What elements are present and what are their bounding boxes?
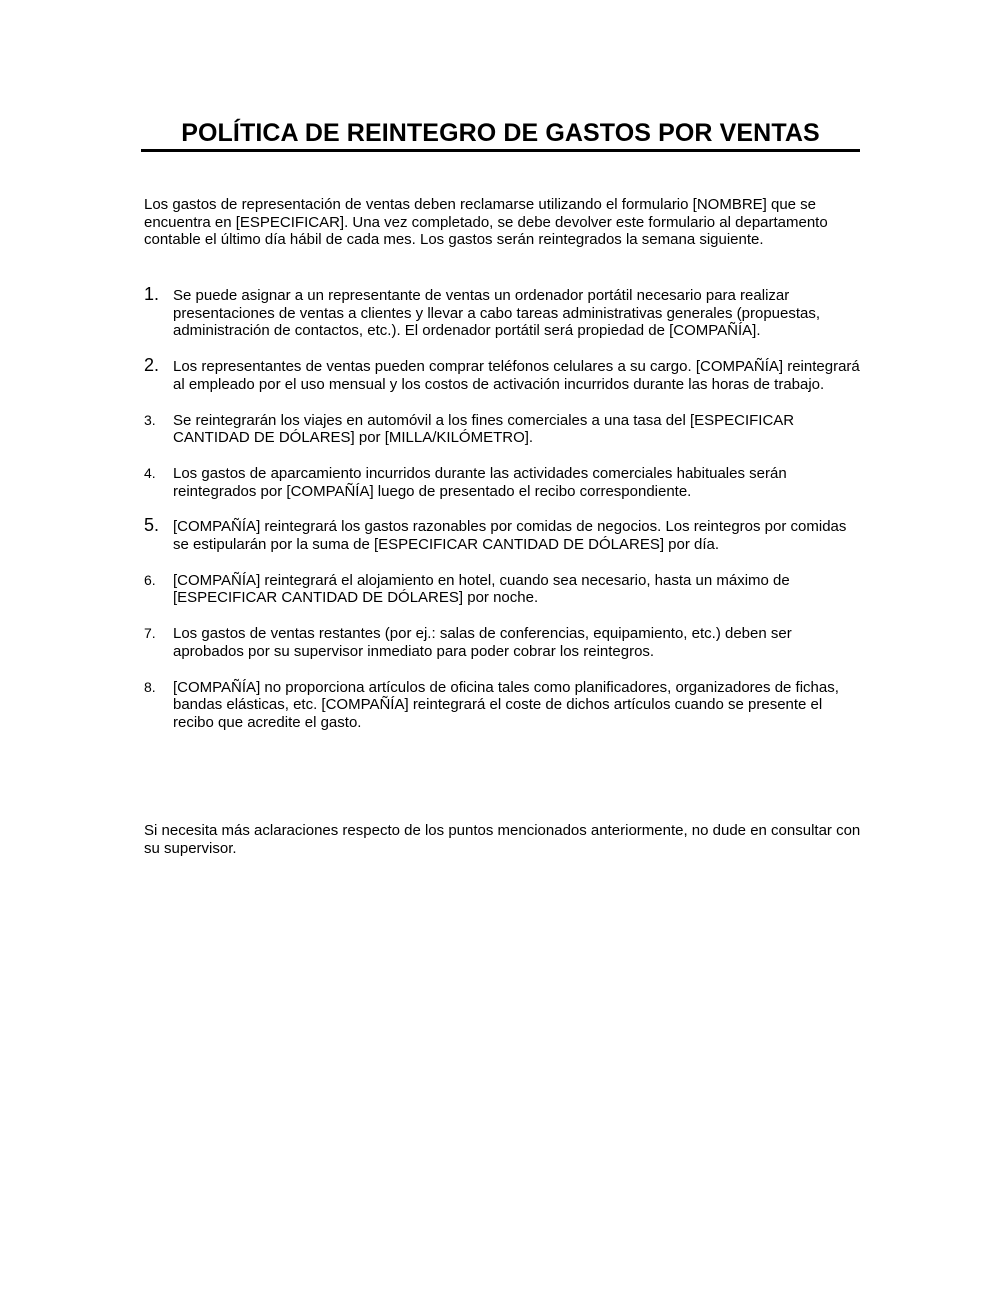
list-item [144, 572, 864, 607]
list-item [144, 515, 864, 554]
policy-list [144, 284, 864, 750]
closing-paragraph: Si necesita más aclaraciones respecto de los puntos mencionados anteriormente, no dude en consultar con su supervisor. [144, 822, 861, 857]
list-item-number: 3. [144, 411, 156, 428]
list-item [144, 465, 864, 500]
list-item-text: Se reintegrarán los viajes en automóvil a los fines comerciales a una tasa del [ESPECIFICAR CANTIDAD DE DÓLARES] por [MILLA/KILÓMETRO]. [173, 411, 795, 447]
list-item-text: Los gastos de aparcamiento incurridos durante las actividades comerciales habituales serán reintegrados por [COMPAÑÍA] luego de presentado el recibo correspondiente. [173, 464, 787, 500]
intro-paragraph: Los gastos de representación de ventas deben reclamarse utilizando el formulario [NOMBRE] que se encuentra en [ESPECIFICAR]. Una vez completado, se debe devolver este formulario al departamento contable el último día hábil de cada mes. Los gastos serán reintegrados la semana siguiente. [144, 196, 828, 249]
list-item [144, 625, 864, 660]
list-item [144, 412, 864, 447]
list-item-number: 5. [144, 515, 160, 536]
title-underline [141, 149, 860, 152]
document-title: POLÍTICA DE REINTEGRO DE GASTOS POR VENTAS [181, 119, 820, 147]
list-item-number: 7. [144, 625, 156, 642]
list-item [144, 679, 864, 732]
list-item-text: Los representantes de ventas pueden comprar teléfonos celulares a su cargo. [COMPAÑÍA] reintegrará al empleado por el uso mensual y los costos de activación incurridos durante las horas de trabajo. [173, 358, 860, 393]
list-item-number: 1. [144, 284, 160, 304]
list-item-text: [COMPAÑÍA] no proporciona artículos de oficina tales como planificadores, organizadores de fichas, bandas elásticas, etc. [COMPAÑÍA] reintegrará el coste de dichos artículos cuando se presente el recibo que acredite el gasto. [173, 678, 839, 731]
list-item [144, 355, 864, 393]
list-item-text: Los gastos de ventas restantes (por ej.: salas de conferencias, equipamiento, etc.) deben ser aprobados por su supervisor inmediato para poder cobrar los reintegros. [173, 625, 792, 660]
list-item-number: 2. [144, 355, 160, 376]
list-item-text: [COMPAÑÍA] reintegrará el alojamiento en hotel, cuando sea necesario, hasta un máximo de [ESPECIFICAR CANTIDAD DE DÓLARES] por noche. [173, 571, 790, 607]
list-item-text: Se puede asignar a un representante de ventas un ordenador portátil necesario para realizar presentaciones de ventas a clientes y llevar a cabo tareas administrativas generales (propuestas, administración de contactos, etc.). El ordenador portátil será propiedad de [COMPAÑÍA]. [173, 287, 821, 340]
list-item-number: 4. [144, 464, 156, 481]
list-item [144, 284, 864, 340]
list-item-number: 6. [144, 571, 156, 588]
list-item-number: 8. [144, 678, 156, 695]
list-item-text: [COMPAÑÍA] reintegrará los gastos razonables por comidas de negocios. Los reintegros por comidas se estipularán por la suma de [ESPECIFICAR CANTIDAD DE DÓLARES] por día. [173, 518, 847, 554]
